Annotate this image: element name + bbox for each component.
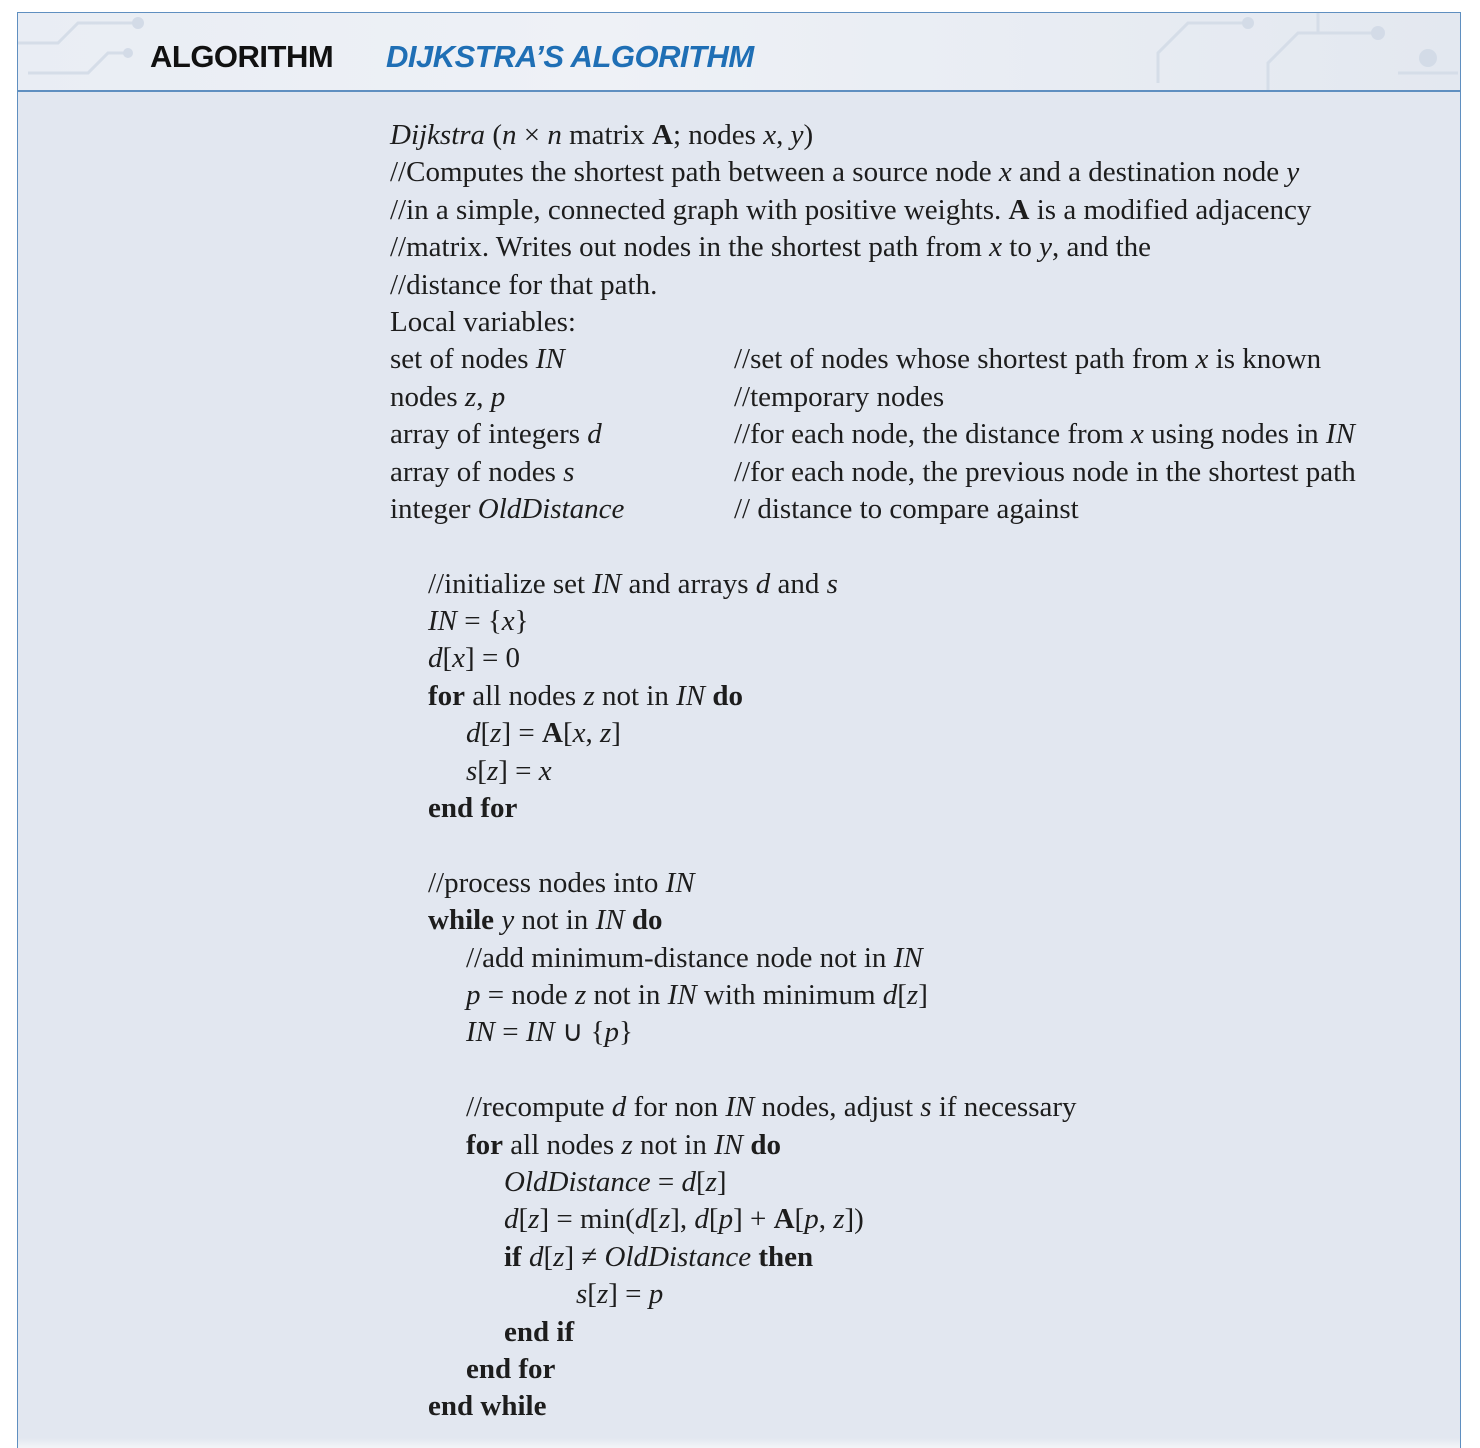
variable-comment: //for each node, the distance from x using nodes in IN: [734, 418, 1355, 451]
local-variable-row: [390, 491, 1450, 528]
local-variables: [390, 341, 1450, 528]
doc-comment: //in a simple, connected graph with positive weights. A is a modified adjacency: [390, 193, 1312, 226]
algorithm-title: DIJKSTRA’S ALGORITHM: [386, 39, 754, 74]
code-line: for all nodes z not in IN do: [466, 1128, 781, 1161]
algorithm-header: [18, 13, 1460, 92]
code-line: IN = IN ∪ {p}: [466, 1016, 633, 1049]
code-line: end while: [428, 1390, 547, 1423]
pseudocode: [390, 117, 1450, 1426]
local-variable-row: [390, 379, 1450, 416]
algorithm-body: [18, 92, 1460, 1448]
code-line: if d[z] ≠ OldDistance then: [504, 1240, 814, 1273]
variable-comment: //temporary nodes: [734, 380, 945, 413]
variable-declaration: array of nodes s: [390, 455, 575, 488]
code-line: end for: [428, 792, 518, 825]
variable-declaration: nodes z, p: [390, 380, 506, 413]
variable-comment: //for each node, the previous node in the shortest path: [734, 455, 1356, 488]
code-comment: //initialize set IN and arrays d and s: [428, 567, 838, 600]
locals-heading: Local variables:: [390, 305, 576, 338]
code-line: d[z] = min(d[z], d[p] + A[p, z]): [504, 1203, 864, 1236]
code-line: IN = {x}: [428, 605, 529, 638]
code-line: s[z] = x: [466, 754, 552, 787]
variable-comment: // distance to compare against: [734, 492, 1079, 525]
code-line: while y not in IN do: [428, 904, 663, 937]
doc-comment: //matrix. Writes out nodes in the shortest path from x to y, and the: [390, 231, 1152, 264]
code-line: end if: [504, 1315, 575, 1348]
local-variable-row: [390, 341, 1450, 378]
local-variable-row: [390, 416, 1450, 453]
variable-declaration: array of integers d: [390, 418, 602, 451]
function-name: Dijkstra: [390, 119, 486, 151]
code-line: d[z] = A[x, z]: [466, 717, 621, 750]
doc-comment: //Computes the shortest path between a source node x and a destination node y: [390, 156, 1300, 189]
variable-declaration: integer OldDistance: [390, 492, 625, 525]
doc-comment: //distance for that path.: [390, 268, 658, 301]
code-line: end for: [466, 1352, 556, 1385]
code-line: s[z] = p: [576, 1278, 664, 1311]
algorithm-kind-label: ALGORITHM: [150, 39, 334, 74]
code-line: d[x] = 0: [428, 642, 521, 675]
code-line: OldDistance = d[z]: [504, 1165, 727, 1198]
algorithm-box: [17, 12, 1461, 1448]
variable-comment: //set of nodes whose shortest path from x is known: [734, 343, 1322, 376]
local-variable-row: [390, 454, 1450, 491]
code-line: for all nodes z not in IN do: [428, 679, 743, 712]
code-comment: //add minimum-distance node not in IN: [466, 941, 923, 974]
signature-line: [390, 117, 1450, 154]
code-line: p = node z not in IN with minimum d[z]: [466, 978, 928, 1011]
code-comment: //recompute d for non IN nodes, adjust s if necessary: [466, 1091, 1077, 1124]
variable-declaration: set of nodes IN: [390, 343, 565, 376]
function-params: (n × n matrix A; nodes x, y): [492, 119, 814, 151]
code-comment: //process nodes into IN: [428, 866, 695, 899]
